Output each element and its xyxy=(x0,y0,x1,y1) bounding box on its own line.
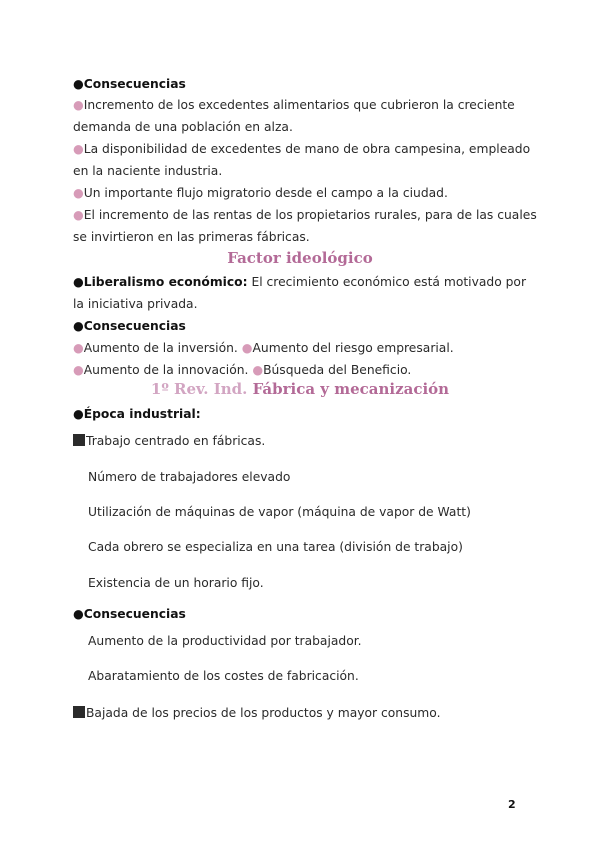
revolucion-heading: 1º Rev. Ind. Fábrica y mecanización xyxy=(150,380,450,398)
consecuencias-heading-3: ●Consecuencias xyxy=(73,607,186,621)
consecuencias-heading-2: ●Consecuencias xyxy=(73,319,186,333)
list-item: ●La disponibilidad de excedentes de mano de obra campesina, empleado xyxy=(73,142,531,156)
consecuencias-row-1: ●Aumento de la inversión. ●Aumento del riesgo empresarial. xyxy=(73,341,454,355)
list-item: ●El incremento de las rentas de los propietarios rurales, para de las cuales xyxy=(73,208,537,222)
sub-list-item: Cada obrero se especializa en una tarea (división de trabajo) xyxy=(88,540,463,554)
sub-list-item: Utilización de máquinas de vapor (máquina de vapor de Watt) xyxy=(88,505,471,519)
sub-list-item: Existencia de un horario fijo. xyxy=(88,576,264,590)
liberalismo-line: ●Liberalismo económico: El crecimiento económico está motivado por xyxy=(73,275,527,289)
list-item: ●Incremento de los excedentes alimentarios que cubrieron la creciente xyxy=(73,98,515,112)
liberalismo-continuation: la iniciativa privada. xyxy=(73,297,198,311)
factor-ideologico-heading: Factor ideológico xyxy=(227,249,373,267)
epoca-industrial-heading: ●Época industrial: xyxy=(73,407,201,421)
list-item-continuation: se invirtieron en las primeras fábricas. xyxy=(73,230,310,244)
bajada-precios-item: Bajada de los precios de los productos y mayor consumo. xyxy=(73,705,441,721)
list-item-continuation: en la naciente industria. xyxy=(73,164,223,178)
sub-list-item: Aumento de la productividad por trabajador. xyxy=(88,634,362,648)
square-bullet-icon xyxy=(73,434,85,446)
consecuencias-row-2: ●Aumento de la innovación. ●Búsqueda del Beneficio. xyxy=(73,363,412,377)
sub-list-item: Abaratamiento de los costes de fabricación. xyxy=(88,669,359,683)
sub-list-item: Número de trabajadores elevado xyxy=(88,470,291,484)
consecuencias-heading-1: ●Consecuencias xyxy=(73,77,186,91)
list-item-continuation: demanda de una población en alza. xyxy=(73,120,293,134)
trabajo-fabricas-item: Trabajo centrado en fábricas. xyxy=(73,433,265,449)
square-bullet-icon xyxy=(73,706,85,718)
page-number: 2 xyxy=(508,798,516,811)
list-item: ●Un importante flujo migratorio desde el campo a la ciudad. xyxy=(73,186,448,200)
